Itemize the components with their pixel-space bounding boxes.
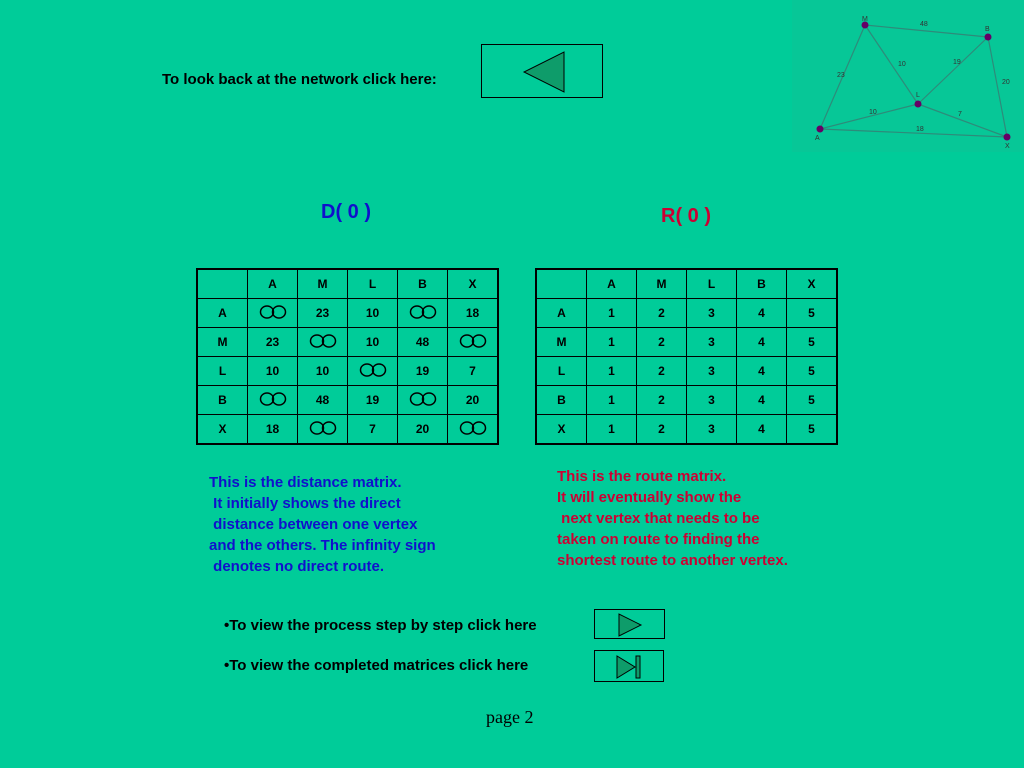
infinity-icon: [259, 391, 287, 407]
matrix-cell: 2: [637, 386, 687, 415]
infinity-icon: [409, 304, 437, 320]
matrix-cell: 10: [248, 357, 298, 386]
table-row: [197, 415, 498, 445]
node-label: L: [916, 92, 920, 99]
table-row: [536, 386, 837, 415]
edge-B-X: [988, 37, 1007, 137]
network-diagram: [792, 0, 1024, 152]
column-header: B: [398, 269, 448, 299]
infinity-cell: [298, 415, 348, 445]
page-number: page 2: [486, 707, 534, 727]
edge-weight: 7: [958, 111, 962, 118]
back-to-network-button[interactable]: [481, 44, 603, 98]
distance-matrix-table: [196, 268, 499, 445]
edge-weight: 48: [920, 21, 928, 28]
column-header: A: [248, 269, 298, 299]
matrix-cell: 1: [587, 357, 637, 386]
matrix-cell: 1: [587, 299, 637, 328]
route-matrix-description: This is the route matrix. It will eventually show the next vertex that needs to be taken on route to finding the shortest route to another vertex.: [557, 468, 788, 569]
node-L: [915, 101, 922, 108]
edge-L-X: [918, 104, 1007, 137]
matrix-cell: 3: [687, 357, 737, 386]
column-header: M: [637, 269, 687, 299]
table-row: [197, 357, 498, 386]
matrix-cell: 4: [737, 386, 787, 415]
infinity-icon: [309, 333, 337, 349]
row-header: M: [197, 328, 248, 357]
matrix-cell: 1: [587, 386, 637, 415]
node-X: [1004, 134, 1011, 141]
matrix-cell: 7: [348, 415, 398, 445]
matrix-cell: 4: [737, 415, 787, 445]
node-label: M: [862, 16, 868, 23]
back-arrow-icon: [482, 45, 604, 99]
matrix-cell: 20: [398, 415, 448, 445]
infinity-cell: [298, 328, 348, 357]
matrix-cell: 4: [737, 357, 787, 386]
column-header: A: [587, 269, 637, 299]
matrix-cell: 18: [448, 299, 499, 328]
node-label: X: [1005, 143, 1010, 150]
matrix-cell: 19: [398, 357, 448, 386]
matrix-cell: 2: [637, 357, 687, 386]
network-graph: [792, 0, 1024, 152]
infinity-cell: [248, 386, 298, 415]
infinity-cell: [348, 357, 398, 386]
matrix-cell: 4: [737, 299, 787, 328]
edge-weight: 20: [1002, 79, 1010, 86]
edge-weight: 23: [837, 72, 845, 79]
matrix-cell: 2: [637, 415, 687, 445]
edge-weight: 19: [953, 59, 961, 66]
row-header: X: [536, 415, 587, 445]
completed-matrices-label: •To view the completed matrices click here: [224, 657, 529, 674]
infinity-icon: [459, 420, 487, 436]
column-header: L: [348, 269, 398, 299]
distance-matrix-title: D( 0 ): [321, 201, 371, 223]
step-by-step-label: •To view the process step by step click here: [224, 617, 537, 634]
column-header: M: [298, 269, 348, 299]
skip-to-end-button[interactable]: [594, 650, 664, 682]
play-icon: [595, 610, 666, 640]
row-header: B: [536, 386, 587, 415]
matrix-cell: 3: [687, 415, 737, 445]
matrix-cell: 5: [787, 415, 838, 445]
matrix-cell: 5: [787, 357, 838, 386]
node-B: [985, 34, 992, 41]
matrix-cell: 10: [348, 328, 398, 357]
row-header: M: [536, 328, 587, 357]
matrix-cell: 23: [298, 299, 348, 328]
row-header: A: [197, 299, 248, 328]
edge-M-L: [865, 25, 918, 104]
edge-A-X: [820, 129, 1007, 137]
node-label: A: [815, 135, 820, 142]
infinity-icon: [459, 333, 487, 349]
edge-weight: 10: [869, 109, 877, 116]
matrix-cell: 10: [298, 357, 348, 386]
row-header: A: [536, 299, 587, 328]
table-row: [536, 415, 837, 445]
matrix-cell: 19: [348, 386, 398, 415]
table-row: [536, 357, 837, 386]
route-matrix-title: R( 0 ): [661, 205, 711, 227]
matrix-cell: 2: [637, 299, 687, 328]
infinity-icon: [359, 362, 387, 378]
edge-weight: 18: [916, 126, 924, 133]
table-row: [197, 386, 498, 415]
matrix-cell: 5: [787, 328, 838, 357]
distance-matrix-description: This is the distance matrix. It initially shows the direct distance between one vertex and the others. The infinity sign denotes no direct route.: [209, 474, 436, 575]
header-row: [536, 269, 837, 299]
corner-cell: [197, 269, 248, 299]
matrix-cell: 3: [687, 299, 737, 328]
skip-end-icon: [595, 651, 665, 683]
node-A: [817, 126, 824, 133]
column-header: B: [737, 269, 787, 299]
route-matrix-table: [535, 268, 838, 445]
table-row: [536, 328, 837, 357]
column-header: X: [448, 269, 499, 299]
step-forward-button[interactable]: [594, 609, 665, 639]
matrix-cell: 10: [348, 299, 398, 328]
matrix-cell: 3: [687, 386, 737, 415]
table-row: [536, 299, 837, 328]
node-label: B: [985, 26, 990, 33]
matrix-cell: 18: [248, 415, 298, 445]
matrix-cell: 23: [248, 328, 298, 357]
matrix-cell: 4: [737, 328, 787, 357]
corner-cell: [536, 269, 587, 299]
header-row: [197, 269, 498, 299]
edge-A-L: [820, 104, 918, 129]
infinity-cell: [448, 328, 499, 357]
column-header: X: [787, 269, 838, 299]
edge-B-L: [918, 37, 988, 104]
matrix-cell: 1: [587, 328, 637, 357]
row-header: B: [197, 386, 248, 415]
matrix-cell: 5: [787, 299, 838, 328]
table-row: [197, 328, 498, 357]
infinity-cell: [248, 299, 298, 328]
edge-weight: 10: [898, 61, 906, 68]
matrix-cell: 7: [448, 357, 499, 386]
infinity-cell: [398, 386, 448, 415]
infinity-icon: [309, 420, 337, 436]
lookback-label: To look back at the network click here:: [162, 71, 437, 88]
matrix-cell: 1: [587, 415, 637, 445]
row-header: L: [197, 357, 248, 386]
matrix-cell: 48: [298, 386, 348, 415]
infinity-cell: [448, 415, 499, 445]
row-header: L: [536, 357, 587, 386]
infinity-icon: [259, 304, 287, 320]
row-header: X: [197, 415, 248, 445]
matrix-cell: 20: [448, 386, 499, 415]
table-row: [197, 299, 498, 328]
column-header: L: [687, 269, 737, 299]
matrix-cell: 2: [637, 328, 687, 357]
infinity-icon: [409, 391, 437, 407]
matrix-cell: 5: [787, 386, 838, 415]
infinity-cell: [398, 299, 448, 328]
matrix-cell: 48: [398, 328, 448, 357]
matrix-cell: 3: [687, 328, 737, 357]
